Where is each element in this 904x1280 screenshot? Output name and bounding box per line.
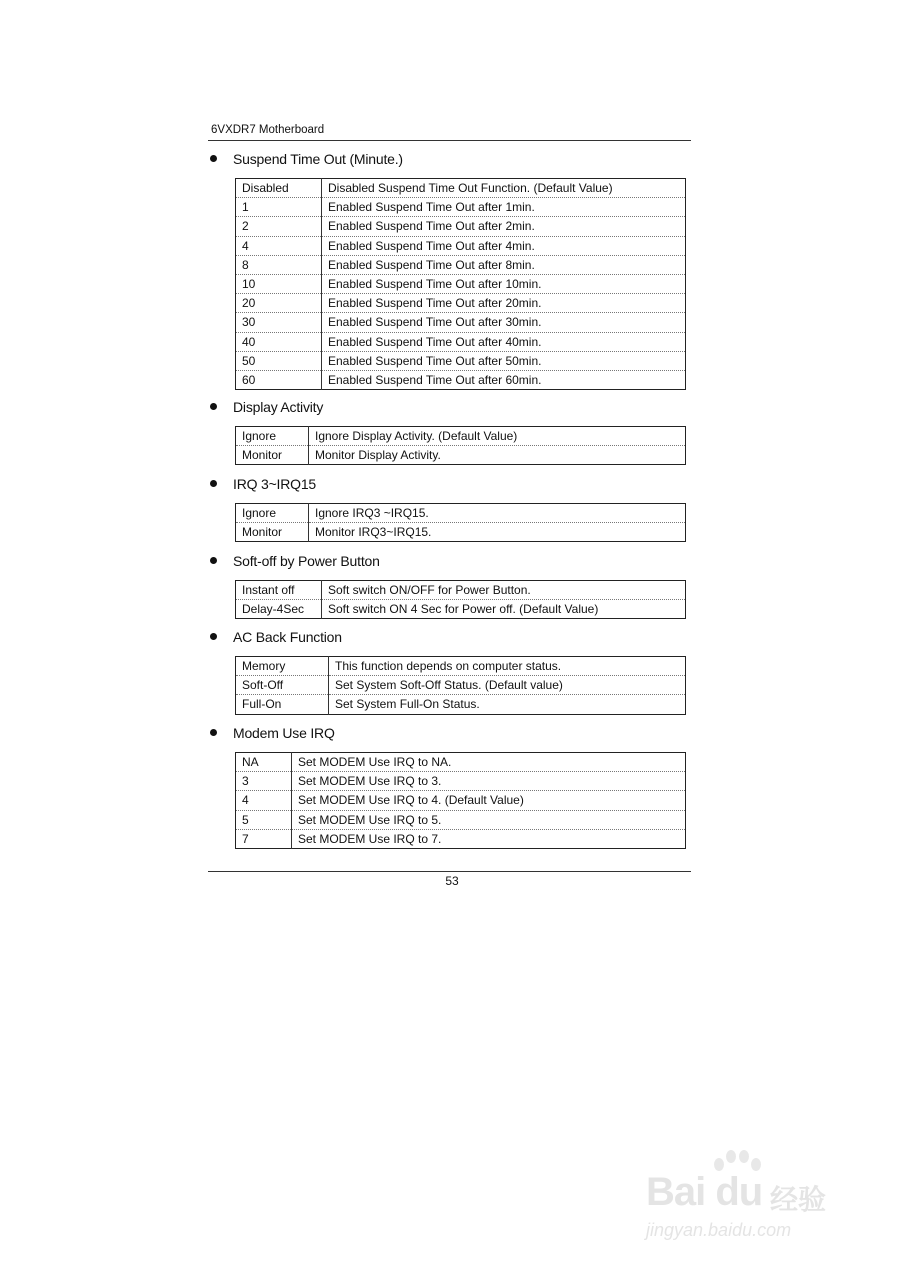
option-key: 1 — [236, 198, 322, 217]
page-number: 53 — [445, 874, 459, 888]
table-row — [236, 274, 686, 293]
option-desc: Enabled Suspend Time Out after 40min. — [322, 332, 686, 351]
watermark-url: jingyan.baidu.com — [646, 1220, 792, 1240]
option-key: Full-On — [236, 695, 329, 714]
watermark-brand: Bai du — [646, 1170, 763, 1214]
footer-rule — [208, 871, 691, 872]
option-desc: Monitor Display Activity. — [315, 448, 441, 463]
table-modem-irq — [235, 752, 686, 849]
table-row — [236, 236, 686, 255]
option-desc: Enabled Suspend Time Out after 2min. — [322, 217, 686, 236]
option-desc: Disabled Suspend Time Out Function. (Default Value) — [322, 179, 686, 198]
table-row — [236, 217, 686, 236]
option-key: 3 — [236, 772, 292, 791]
option-desc: Set MODEM Use IRQ to NA. — [292, 753, 686, 772]
option-key: Instant off — [236, 581, 322, 600]
option-desc: Enabled Suspend Time Out after 60min. — [328, 372, 542, 387]
baidu-watermark — [646, 1148, 846, 1248]
section-heading-irq — [210, 476, 316, 492]
option-key: 8 — [236, 255, 322, 274]
table-soft-off — [235, 580, 686, 619]
heading-text: Display Activity — [233, 399, 324, 415]
table-row — [236, 791, 686, 810]
option-desc: Enabled Suspend Time Out after 4min. — [322, 236, 686, 255]
bullet-icon — [210, 480, 217, 487]
document-title: 6VXDR7 Motherboard — [211, 124, 325, 136]
heading-text: AC Back Function — [233, 629, 342, 645]
table-row — [236, 294, 686, 313]
option-key: Delay-4Sec — [236, 600, 322, 619]
option-key: NA — [236, 753, 292, 772]
table-row — [236, 657, 686, 676]
table-row — [236, 772, 686, 791]
table-display-activity — [235, 426, 686, 465]
table-irq — [235, 503, 686, 542]
table-row — [236, 427, 686, 446]
option-key: 50 — [236, 351, 322, 370]
table-row — [236, 313, 686, 332]
option-key: 30 — [236, 313, 322, 332]
option-desc: Enabled Suspend Time Out after 1min. — [322, 198, 686, 217]
option-desc: Ignore Display Activity. (Default Value) — [309, 427, 686, 446]
heading-text: Modem Use IRQ — [233, 725, 335, 741]
option-key: 60 — [236, 370, 322, 389]
section-heading-modem-irq — [210, 725, 335, 741]
option-key: Monitor — [236, 446, 309, 465]
option-desc: Enabled Suspend Time Out after 50min. — [322, 351, 686, 370]
option-desc: Set System Full-On Status. — [335, 697, 480, 712]
option-key: 4 — [236, 791, 292, 810]
table-row — [236, 600, 686, 619]
heading-text: IRQ 3~IRQ15 — [233, 476, 317, 492]
option-desc: Enabled Suspend Time Out after 10min. — [322, 274, 686, 293]
option-desc: Set MODEM Use IRQ to 7. — [298, 831, 442, 846]
table-row — [236, 255, 686, 274]
option-desc: Set MODEM Use IRQ to 3. — [292, 772, 686, 791]
table-row — [236, 504, 686, 523]
option-desc: Enabled Suspend Time Out after 30min. — [322, 313, 686, 332]
option-desc: This function depends on computer status. — [329, 657, 686, 676]
option-key: Memory — [236, 657, 329, 676]
table-row — [236, 332, 686, 351]
table-row — [236, 179, 686, 198]
option-key: Disabled — [236, 179, 322, 198]
option-key: Monitor — [236, 523, 309, 542]
section-heading-display-activity — [210, 399, 323, 415]
table-row — [236, 198, 686, 217]
bullet-icon — [210, 155, 217, 162]
option-desc: Set System Soft-Off Status. (Default value) — [329, 676, 686, 695]
table-row — [236, 810, 686, 829]
table-row — [236, 753, 686, 772]
option-desc: Ignore IRQ3 ~IRQ15. — [309, 504, 686, 523]
option-key: 10 — [236, 274, 322, 293]
option-desc: Enabled Suspend Time Out after 8min. — [322, 255, 686, 274]
table-row — [236, 370, 686, 389]
table-ac-back — [235, 656, 686, 715]
option-desc: Set MODEM Use IRQ to 4. (Default Value) — [292, 791, 686, 810]
option-key: 2 — [236, 217, 322, 236]
bullet-icon — [210, 403, 217, 410]
table-row — [236, 581, 686, 600]
bullet-icon — [210, 633, 217, 640]
option-key: Ignore — [236, 504, 309, 523]
option-key: 4 — [236, 236, 322, 255]
option-key: 5 — [236, 810, 292, 829]
option-key: 40 — [236, 332, 322, 351]
section-heading-ac-back — [210, 629, 342, 645]
table-row — [236, 523, 686, 542]
heading-text: Suspend Time Out (Minute.) — [233, 151, 403, 167]
option-desc: Monitor IRQ3~IRQ15. — [315, 525, 432, 540]
heading-text: Soft-off by Power Button — [233, 553, 380, 569]
section-heading-soft-off — [210, 553, 380, 569]
watermark-cn: 经验 — [770, 1184, 827, 1215]
table-row — [236, 676, 686, 695]
option-desc: Soft switch ON 4 Sec for Power off. (Default Value) — [328, 602, 599, 617]
option-desc: Soft switch ON/OFF for Power Button. — [322, 581, 686, 600]
section-heading-suspend-time-out — [210, 151, 403, 167]
header-rule — [208, 140, 691, 141]
bullet-icon — [210, 729, 217, 736]
table-suspend-time-out — [235, 178, 686, 390]
option-key: Ignore — [236, 427, 309, 446]
option-desc: Enabled Suspend Time Out after 20min. — [322, 294, 686, 313]
option-key: Soft-Off — [236, 676, 329, 695]
table-row — [236, 829, 686, 848]
table-row — [236, 351, 686, 370]
option-desc: Set MODEM Use IRQ to 5. — [292, 810, 686, 829]
option-key: 20 — [236, 294, 322, 313]
bullet-icon — [210, 557, 217, 564]
table-row — [236, 446, 686, 465]
table-row — [236, 695, 686, 714]
option-key: 7 — [236, 829, 292, 848]
